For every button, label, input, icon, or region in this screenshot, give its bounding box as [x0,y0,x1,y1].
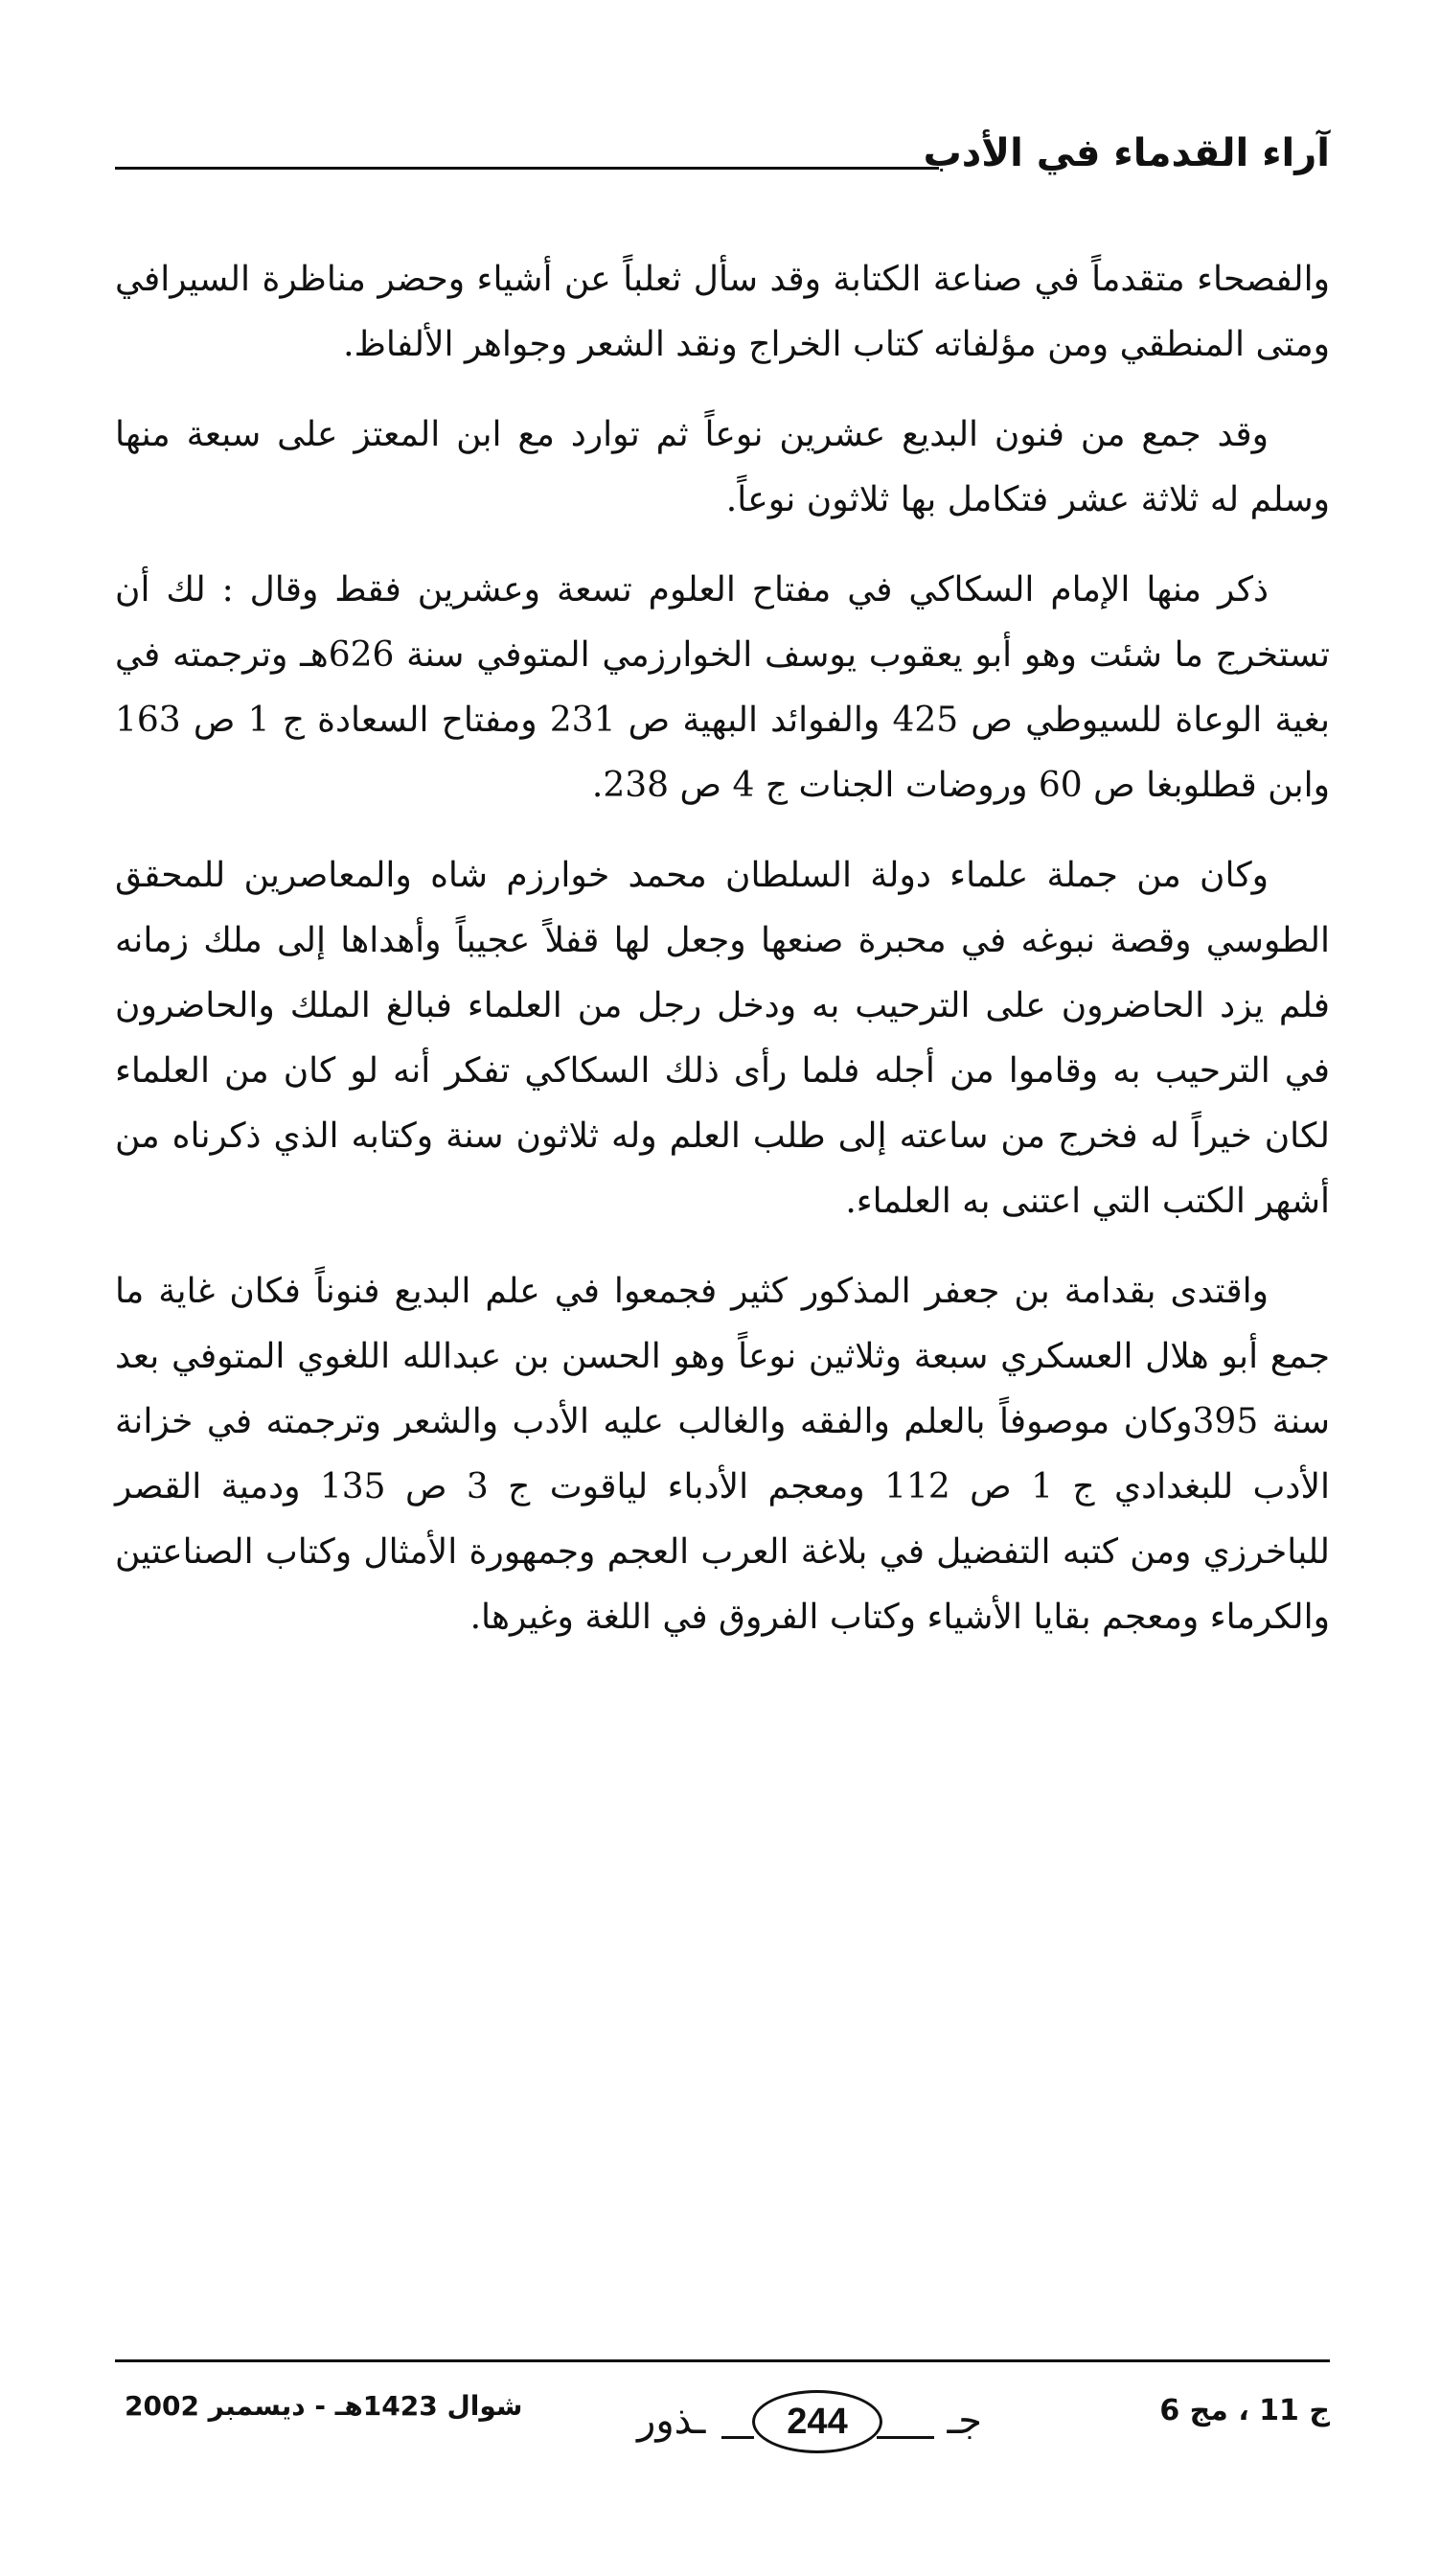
page-footer [115,2373,1330,2469]
footer-rule [115,2359,1330,2362]
journal-logo [637,2382,1040,2459]
journal-name-end: ـذور [637,2399,706,2443]
running-header [115,126,1330,184]
journal-stroke-left [721,2436,754,2439]
paragraph: ذكر منها الإمام السكاكي في مفتاح العلوم تسعة وعشرين فقط وقال : لك أن تستخرج ما شئت وهو أبو يعقوب يوسف الخوارزمي المتوفي سنة 626هـ وترجمته في بغية الوعاة للسيوطي ص 425 والفوائد البهية ص 231 ومفتاح السعادة ج 1 ص 163 وابن قطلوبغا ص 60 وروضات الجنات ج 4 ص 238. [115,570,1330,805]
journal-stroke-right [877,2436,934,2439]
journal-name-start: جـ [947,2399,982,2443]
header-rule [115,167,939,170]
volume-label: ج 11 ، مج 6 [1159,2394,1330,2427]
running-title: آراء القدماء في الأدب [923,131,1330,175]
issue-date: شوال 1423هـ - ديسمبر 2002 [125,2390,523,2422]
paragraph: واقتدى بقدامة بن جعفر المذكور كثير فجمعوا في علم البديع فنوناً فكان غاية ما جمع أبو هلال العسكري سبعة وثلاثين نوعاً وهو الحسن بن عبدالله اللغوي المتوفي بعد سنة 395وكان موصوفاً بالعلم والفقه والغالب عليه الأدب والشعر وترجمته في خزانة الأدب للبغدادي ج 1 ص 112 ومعجم الأدباء لياقوت ج 3 ص 135 ودمية القصر للباخرزي ومن كتبه التفضيل في بلاغة العرب العجم وجمهورة الأمثال وكتاب الصناعتين والكرماء ومعجم بقايا الأشياء وكتاب الفروق في اللغة وغيرها. [115,1272,1330,1637]
article-body [115,247,1330,1675]
paragraph: والفصحاء متقدماً في صناعة الكتابة وقد سأل ثعلباً عن أشياء وحضر مناظرة السيرافي ومتى المنطقي ومن مؤلفاته كتاب الخراج ونقد الشعر وجواهر الألفاظ. [115,260,1330,364]
paragraph: وكان من جملة علماء دولة السلطان محمد خوارزم شاه والمعاصرين للمحقق الطوسي وقصة نبوغه في محبرة صنعها وجعل لها قفلاً عجيباً وأهداها إلى ملك زمانه فلم يزد الحاضرون على الترحيب به ودخل رجل من العلماء فبالغ الملك والحاضرون في الترحيب به وقاموا من أجله فلما رأى ذلك السكاكي تفكر أنه لو كان من العلماء لكان خيراً له فخرج من ساعته إلى طلب العلم وله ثلاثون سنة وكتابه الذي ذكرناه من أشهر الكتب التي اعتنى به العلماء. [115,856,1330,1221]
paragraph: وقد جمع من فنون البديع عشرين نوعاً ثم توارد مع ابن المعتز على سبعة منها وسلم له ثلاثة عشر فتكامل بها ثلاثون نوعاً. [115,415,1330,519]
page-number: 244 [752,2390,882,2453]
